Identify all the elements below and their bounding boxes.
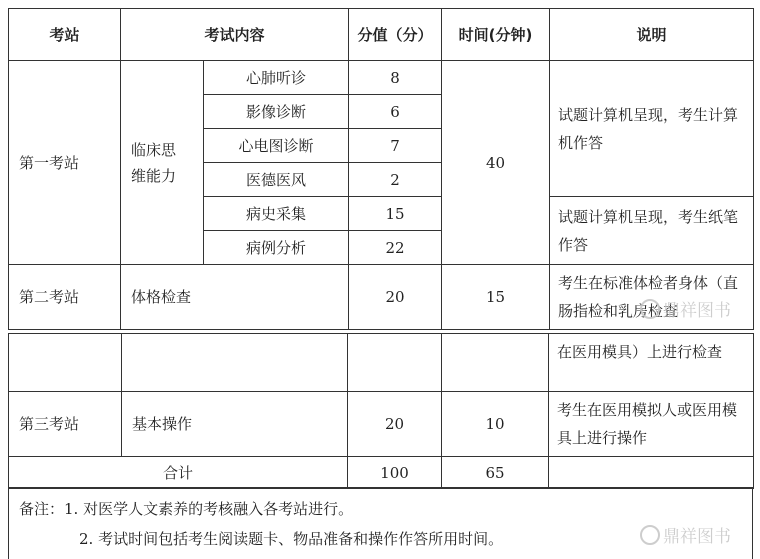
empty-cell (9, 334, 122, 392)
station1-name: 第一考站 (9, 61, 121, 265)
item-name: 心肺听诊 (204, 61, 349, 95)
table-row (9, 392, 754, 457)
empty-cell (549, 457, 754, 489)
weibo-icon (640, 299, 660, 319)
station2-score: 20 (349, 265, 442, 330)
item-score: 15 (349, 197, 442, 231)
watermark (640, 522, 731, 547)
total-label: 合计 (9, 457, 348, 489)
total-row (9, 457, 754, 489)
watermark-text: 鼎祥图书 (663, 527, 731, 547)
header-time: 时间(分钟) (442, 9, 550, 61)
station2-content: 体格检查 (121, 265, 349, 330)
table-header-row (9, 9, 754, 61)
header-score: 分值（分） (349, 9, 442, 61)
watermark-text: 鼎祥图书 (663, 301, 731, 321)
table-row (9, 61, 754, 95)
exam-table-part2 (8, 333, 754, 489)
item-score: 6 (349, 95, 442, 129)
watermark (640, 296, 731, 321)
item-name: 医德医风 (204, 163, 349, 197)
station2-desc-part2: 在医用模具）上进行检查 (549, 334, 754, 392)
station2-desc-part1: 考生在标准体检者身体（直肠指检和乳房检查 (550, 265, 754, 330)
item-name: 心电图诊断 (204, 129, 349, 163)
station3-content: 基本操作 (122, 392, 348, 457)
header-content: 考试内容 (121, 9, 349, 61)
station1-desc-b: 试题计算机呈现，考生纸笔作答 (550, 197, 754, 265)
exam-table-part1 (8, 8, 754, 330)
header-note: 说明 (550, 9, 754, 61)
station2-name: 第二考站 (9, 265, 121, 330)
item-name: 病史采集 (204, 197, 349, 231)
item-name: 病例分析 (204, 231, 349, 265)
station3-score: 20 (348, 392, 442, 457)
note-line-1: 备注：1. 对医学人文素养的考核融入各考站进行。 (19, 500, 354, 518)
station3-time: 10 (442, 392, 549, 457)
weibo-icon (640, 525, 660, 545)
station1-category: 临床思维能力 (121, 61, 204, 265)
station2-time: 15 (442, 265, 550, 330)
station1-desc-a: 试题计算机呈现，考生计算机作答 (550, 61, 754, 197)
item-score: 7 (349, 129, 442, 163)
table-row (9, 334, 754, 392)
station3-name: 第三考站 (9, 392, 122, 457)
item-name: 影像诊断 (204, 95, 349, 129)
item-score: 8 (349, 61, 442, 95)
header-station: 考站 (9, 9, 121, 61)
station1-time: 40 (442, 61, 550, 265)
note-line-2: 2. 考试时间包括考生阅读题卡、物品准备和操作作答所用时间。 (79, 530, 504, 548)
item-score: 22 (349, 231, 442, 265)
station3-desc: 考生在医用模拟人或医用模具上进行操作 (549, 392, 754, 457)
empty-cell (348, 334, 442, 392)
total-score: 100 (348, 457, 442, 489)
empty-cell (122, 334, 348, 392)
total-time: 65 (442, 457, 549, 489)
empty-cell (442, 334, 549, 392)
item-score: 2 (349, 163, 442, 197)
